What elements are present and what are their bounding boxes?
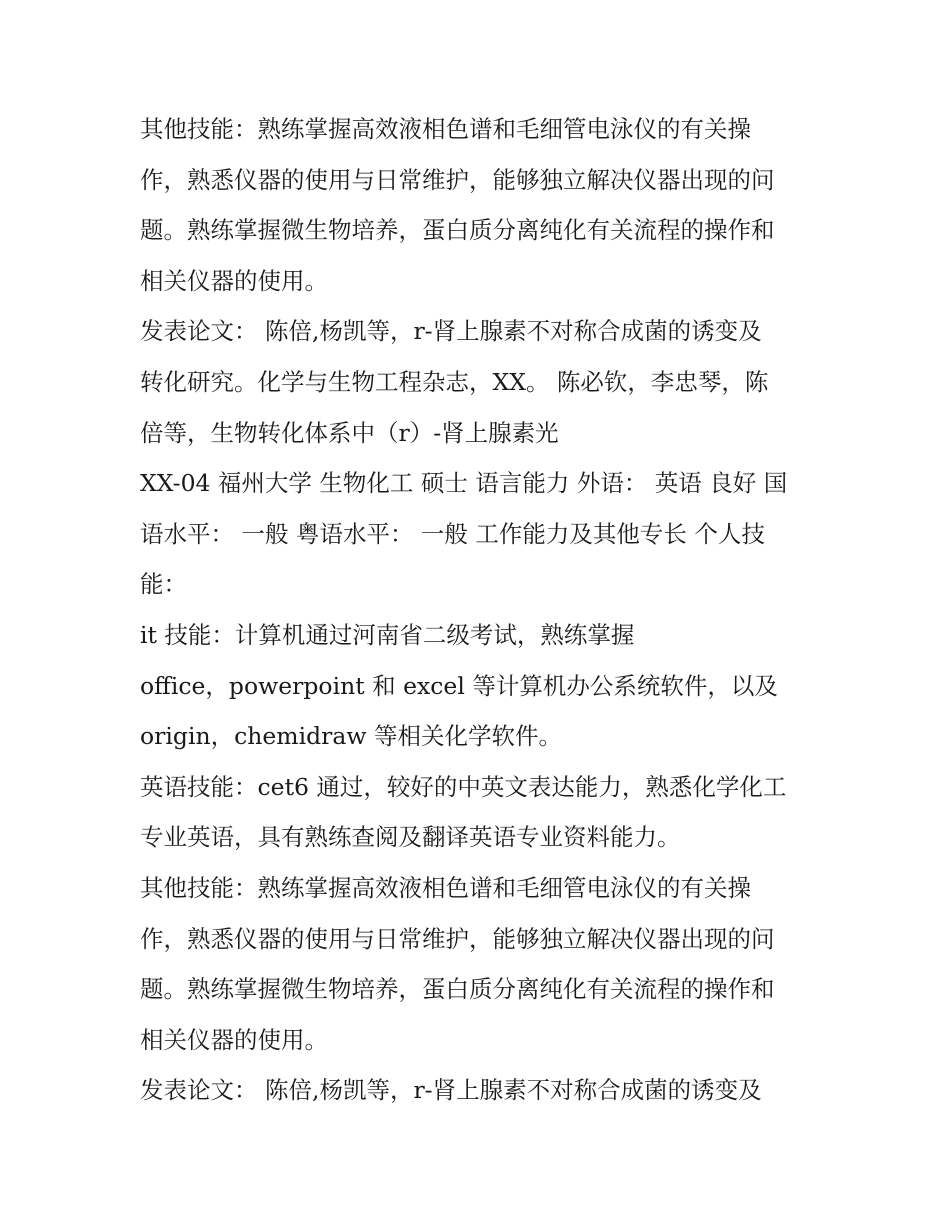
text-line: it 技能：计算机通过河南省二级考试，熟练掌握 xyxy=(140,620,635,649)
text-line: XX-04 福州大学 生物化工 硕士 语言能力 外语： 英语 良好 国 xyxy=(140,469,788,498)
text-line: 题。熟练掌握微生物培养，蛋白质分离纯化有关流程的操作和 xyxy=(140,975,775,1004)
text-line: 相关仪器的使用。 xyxy=(140,266,328,295)
text-line: 其他技能：熟练掌握高效液相色谱和毛细管电泳仪的有关操 xyxy=(140,115,751,143)
text-line: 作，熟悉仪器的使用与日常维护，能够独立解决仪器出现的问 xyxy=(140,165,775,194)
text-line: office，powerpoint 和 excel 等计算机办公系统软件，以及 xyxy=(140,671,778,700)
text-line: 发表论文： 陈倍,杨凯等，r-肾上腺素不对称合成菌的诱变及 xyxy=(140,1076,762,1105)
text-line: 题。熟练掌握微生物培养，蛋白质分离纯化有关流程的操作和 xyxy=(140,216,775,245)
text-line: 倍等，生物转化体系中（r）-肾上腺素光 xyxy=(140,418,559,447)
text-line: 语水平： 一般 粤语水平： 一般 工作能力及其他专长 个人技 xyxy=(140,519,765,548)
text-line: 发表论文： 陈倍,杨凯等，r-肾上腺素不对称合成菌的诱变及 xyxy=(140,317,762,346)
text-line: 作，熟悉仪器的使用与日常维护，能够独立解决仪器出现的问 xyxy=(140,924,775,953)
text-line: 转化研究。化学与生物工程杂志，XX。 陈必钦，李忠琴，陈 xyxy=(140,367,769,396)
text-line: origin，chemidraw 等相关化学软件。 xyxy=(140,722,562,751)
document-body xyxy=(140,104,820,1116)
text-line: 能： xyxy=(140,570,187,599)
text-line: 其他技能：熟练掌握高效液相色谱和毛细管电泳仪的有关操 xyxy=(140,873,751,902)
text-line: 专业英语，具有熟练查阅及翻译英语专业资料能力。 xyxy=(140,823,681,852)
text-line: 相关仪器的使用。 xyxy=(140,1025,328,1054)
text-line: 英语技能：cet6 通过，较好的中英文表达能力，熟悉化学化工 xyxy=(140,772,787,801)
